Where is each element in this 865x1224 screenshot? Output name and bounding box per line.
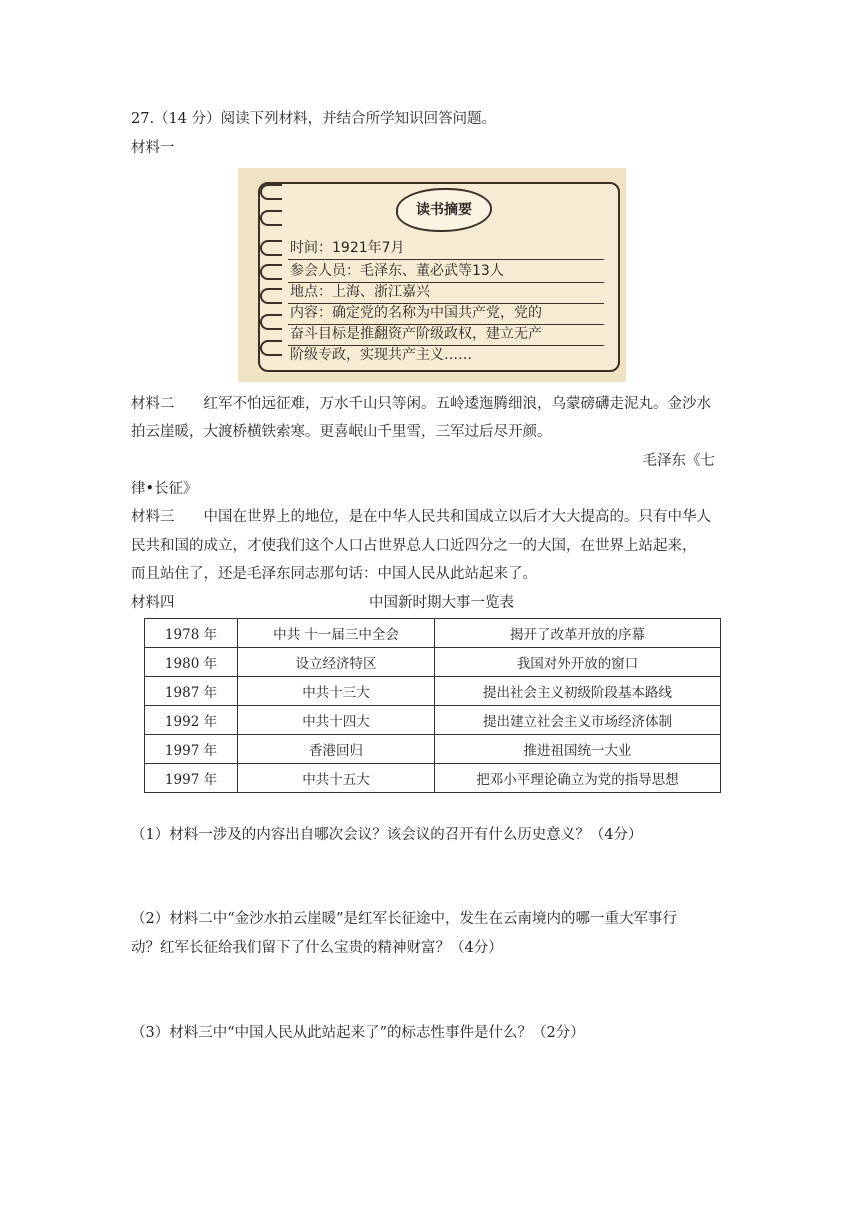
ring-icon (260, 314, 282, 330)
table-cell-significance: 提出建立社会主义市场经济体制 (435, 706, 721, 735)
table-cell-year: 1978 年 (145, 619, 238, 648)
table-cell-year: 1980 年 (145, 648, 238, 677)
sub-question-3: （3）材料三中“中国人民从此站起来了”的标志性事件是什么？（2分） (131, 1025, 585, 1041)
notebook-line: 地点：上海、浙江嘉兴 (290, 284, 430, 300)
ring-icon (260, 288, 282, 304)
table-cell-significance: 提出社会主义初级阶段基本路线 (435, 677, 721, 706)
ring-icon (260, 264, 282, 280)
notebook-image (238, 168, 626, 382)
table-row (145, 677, 721, 706)
table-cell-significance: 我国对外开放的窗口 (435, 648, 721, 677)
table-cell-year: 1987 年 (145, 677, 238, 706)
notebook-line: 阶级专政，实现共产主义…… (290, 347, 472, 363)
ring-icon (260, 184, 282, 200)
table-row (145, 706, 721, 735)
ring-icon (260, 240, 282, 256)
table-row (145, 648, 721, 677)
material-3-line: 民共和国的成立，才使我们这个人口占世界总人口近四分之一的大国，在世界上站起来， (131, 538, 697, 554)
notebook-line: 奋斗目标是推翻资产阶级政权，建立无产 (290, 326, 542, 342)
table-cell-year: 1997 年 (145, 735, 238, 764)
sub-question-2-line: （2）材料二中“金沙水拍云崖暖”是红军长征途中，发生在云南境内的哪一重大军事行 (131, 911, 678, 927)
table-cell-significance: 推进祖国统一大业 (435, 735, 721, 764)
table-row (145, 735, 721, 764)
table-cell-year: 1992 年 (145, 706, 238, 735)
table-cell-year: 1997 年 (145, 764, 238, 793)
material-4-label: 材料四 (131, 595, 175, 611)
ring-icon (260, 340, 282, 356)
table-cell-event: 中共十四大 (238, 706, 435, 735)
events-table (144, 618, 721, 793)
ring-icon (260, 210, 282, 226)
table-cell-event: 中共十三大 (238, 677, 435, 706)
table-title: 中国新时期大事一览表 (369, 595, 514, 611)
table-cell-event: 设立经济特区 (238, 648, 435, 677)
notebook-rule (288, 259, 604, 260)
table-cell-significance: 把邓小平理论确立为党的指导思想 (435, 764, 721, 793)
sub-question-2-line: 动？红军长征给我们留下了什么宝贵的精神财富？（4分） (131, 940, 503, 956)
material-3-line: 材料三 中国在世界上的地位，是在中华人民共和国成立以后才大大提高的。只有中华人 (131, 509, 711, 525)
table-cell-event: 香港回归 (238, 735, 435, 764)
table-cell-significance: 揭开了改革开放的序幕 (435, 619, 721, 648)
notebook-line: 参会人员：毛泽东、董必武等13人 (290, 263, 504, 279)
table-row (145, 764, 721, 793)
material-2-line: 拍云崖暖，大渡桥横铁索寒。更喜岷山千里雪，三军过后尽开颜。 (131, 424, 552, 440)
notebook-title: 读书摘要 (396, 188, 492, 232)
table-cell-event: 中共 十一届三中全会 (238, 619, 435, 648)
question-header: 27.（14 分）阅读下列材料，并结合所学知识回答问题。 (131, 111, 497, 127)
material-2-source-cont: 律•长征》 (131, 481, 198, 497)
notebook-line: 时间：1921年7月 (290, 240, 405, 256)
table-row (145, 619, 721, 648)
material-1-label: 材料一 (131, 140, 175, 156)
material-2-line: 材料二 红军不怕远征难，万水千山只等闲。五岭逶迤腾细浪，乌蒙磅礴走泥丸。金沙水 (131, 396, 711, 412)
sub-question-1: （1）材料一涉及的内容出自哪次会议？该会议的召开有什么历史意义？（4分） (131, 827, 643, 843)
material-3-line: 而且站住了，还是毛泽东同志那句话：中国人民从此站起来了。 (131, 566, 537, 582)
notebook-line: 内容：确定党的名称为中国共产党，党的 (290, 305, 542, 321)
table-cell-event: 中共十五大 (238, 764, 435, 793)
material-2-source: 毛泽东《七 (642, 453, 715, 469)
